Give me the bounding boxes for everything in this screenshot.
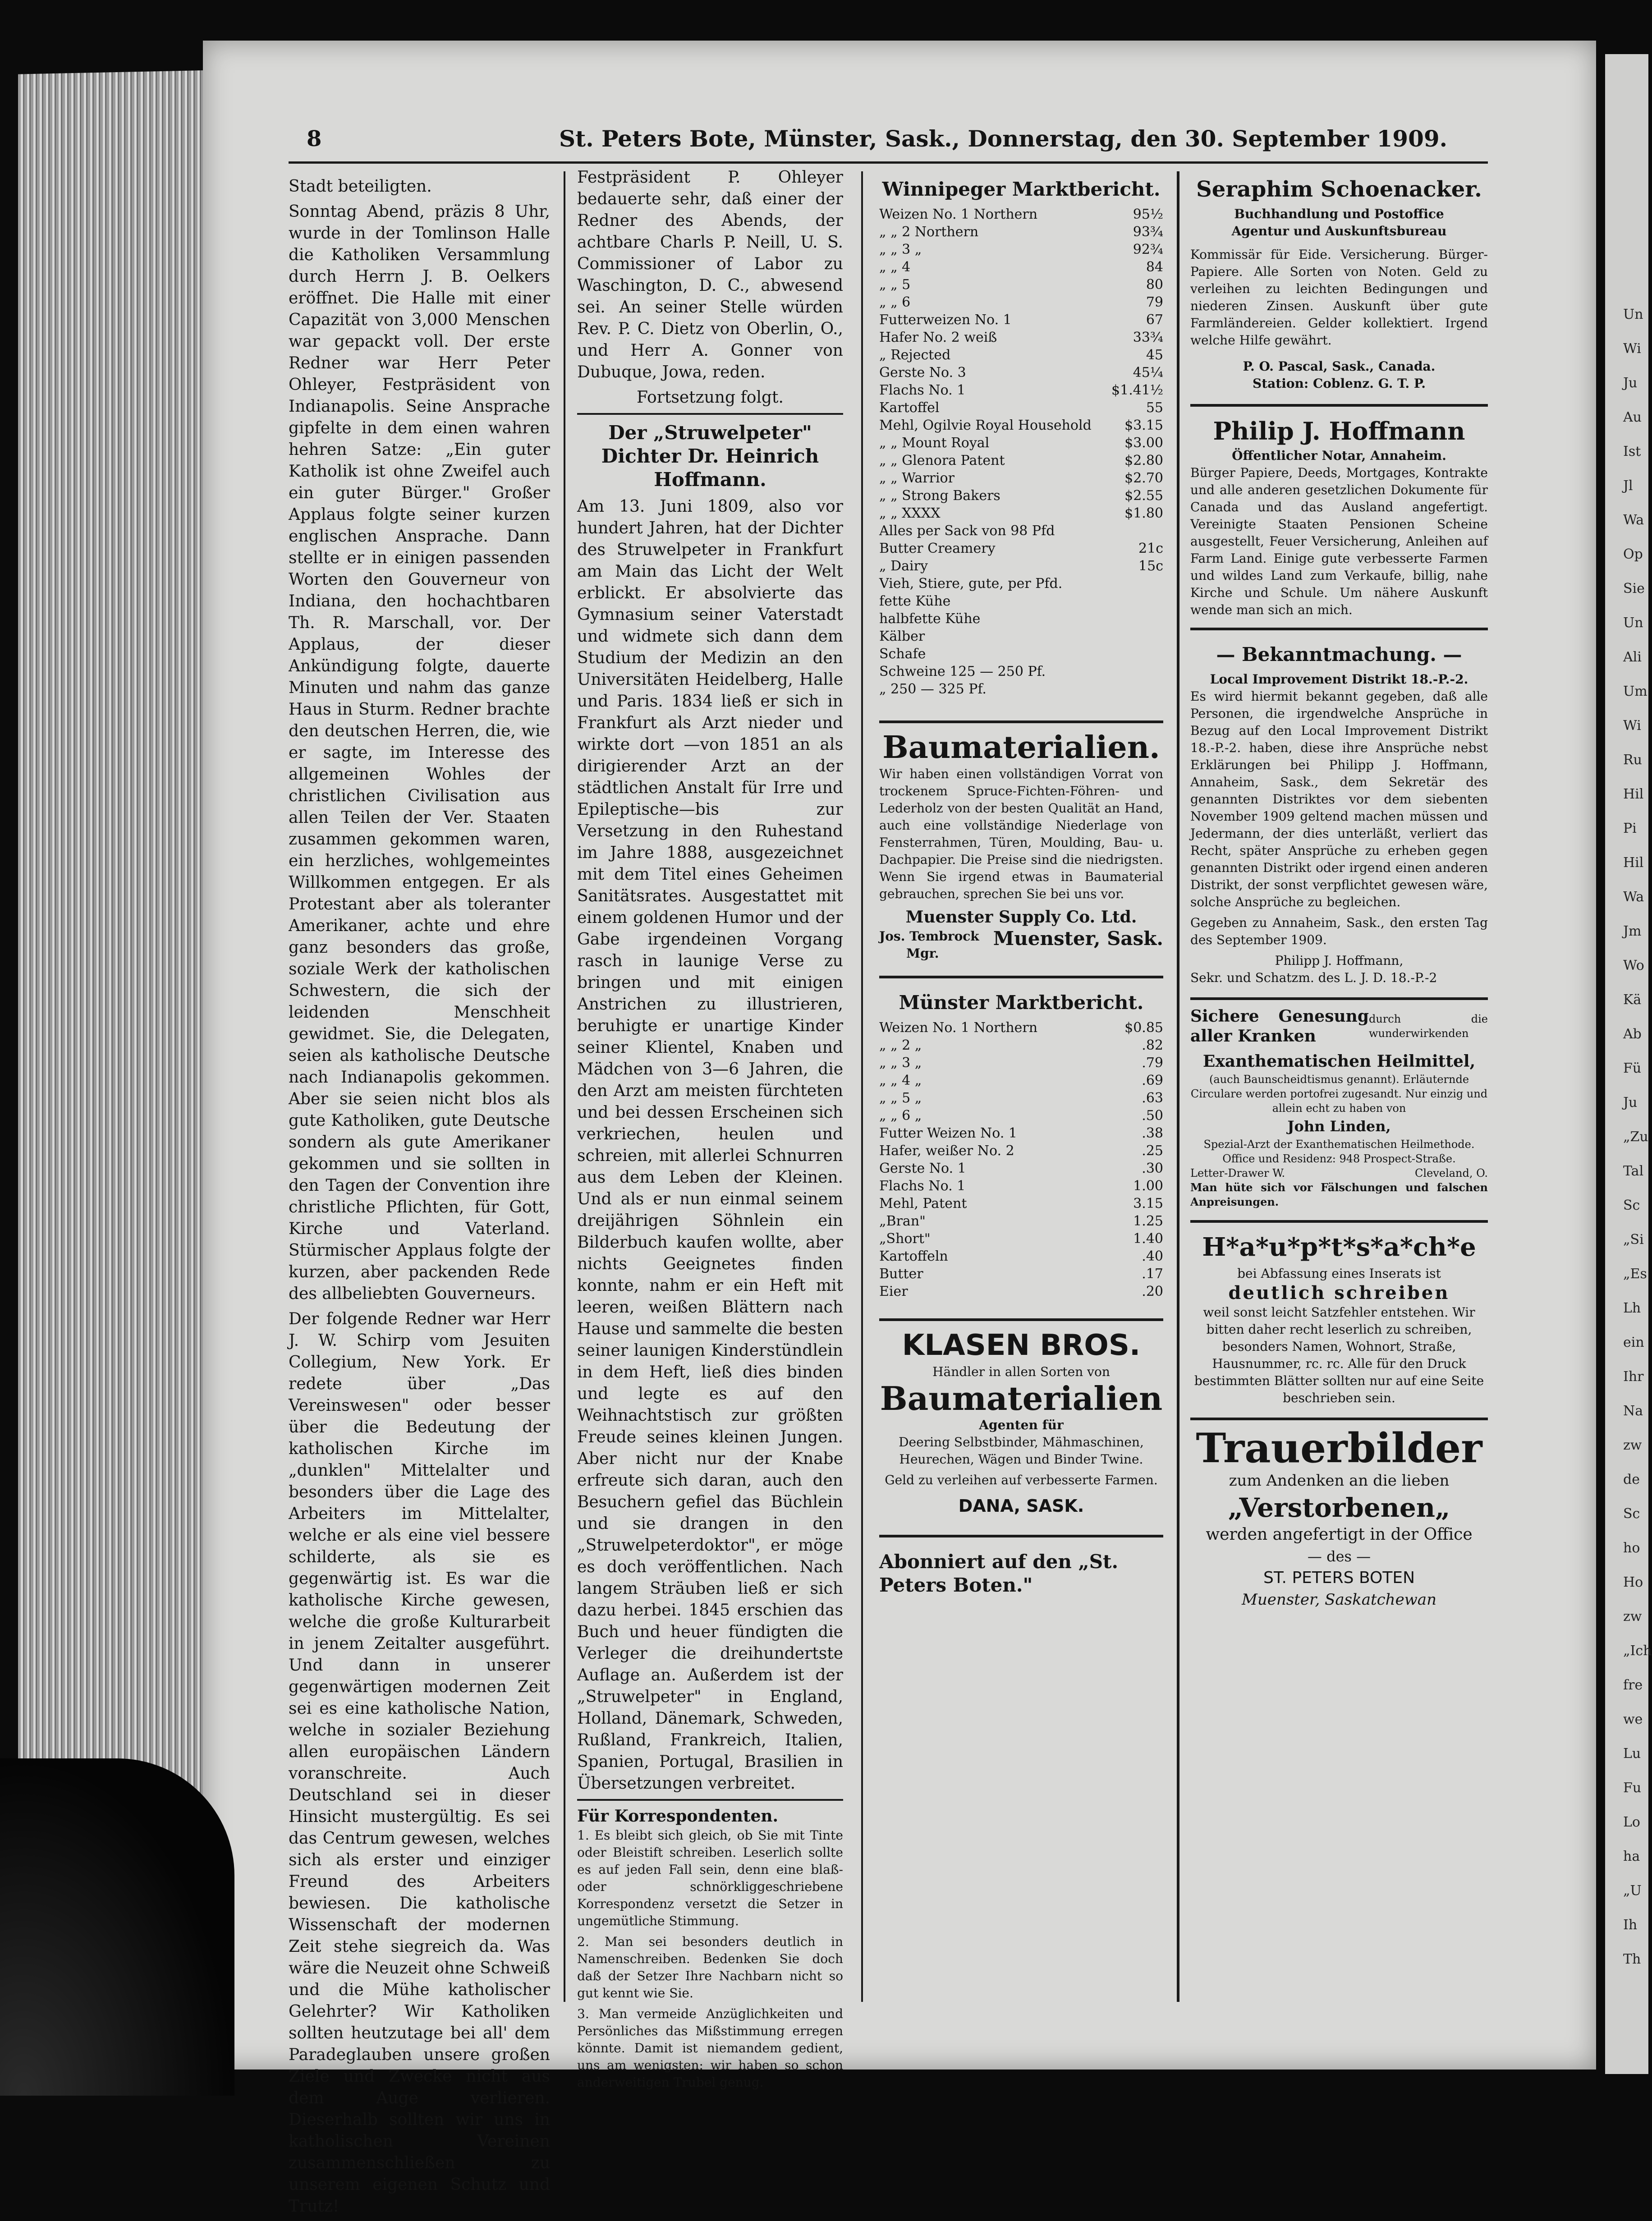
adjacent-text-fragment: zw xyxy=(1623,1437,1642,1453)
market-item: „ „ 4 xyxy=(879,259,911,275)
market-row xyxy=(879,522,1163,540)
market-row xyxy=(879,505,1163,522)
genesung-ad xyxy=(1190,997,1488,1209)
adjacent-text-fragment: Hil xyxy=(1623,786,1644,802)
adjacent-text-fragment: zw xyxy=(1623,1609,1642,1624)
adjacent-text-fragment: Fü xyxy=(1623,1060,1642,1076)
column-4 xyxy=(1190,171,1488,1611)
market-price: 67 xyxy=(1146,312,1163,328)
trauer-3: werden angefertigt in der Office xyxy=(1206,1525,1473,1544)
market-price: .38 xyxy=(1142,1125,1163,1141)
market-item: „ „ 6 xyxy=(879,294,911,310)
klasen-agent: Agenten für xyxy=(979,1418,1064,1432)
market-row xyxy=(879,1177,1163,1195)
winnipeg-title: Winnipeger Marktbericht. xyxy=(882,178,1161,200)
column-rule xyxy=(861,171,863,2002)
corr-title: Für Korrespondenten. xyxy=(577,1807,779,1826)
market-row xyxy=(879,364,1163,381)
bek-title: — Bekanntmachung. — xyxy=(1216,643,1462,665)
bek-sign: Philipp J. Hoffmann, xyxy=(1275,953,1404,968)
manager-title: Mgr. xyxy=(906,946,939,961)
market-item: „ „ Strong Bakers xyxy=(879,488,1000,504)
hauptsache-ad xyxy=(1190,1220,1488,1407)
market-item: Futter Weizen No. 1 xyxy=(879,1125,1017,1141)
market-item: Mehl, Ogilvie Royal Household xyxy=(879,418,1092,433)
market-item: Weizen No. 1 Northern xyxy=(879,1020,1038,1036)
adjacent-text-fragment: Ho xyxy=(1623,1574,1643,1590)
market-item: Flachs No. 1 xyxy=(879,1178,966,1194)
adjacent-text-fragment: Fu xyxy=(1623,1780,1642,1796)
adjacent-text-fragment: Op xyxy=(1623,546,1643,562)
market-item: „Short" xyxy=(879,1231,931,1247)
column-rule xyxy=(564,171,565,2002)
adjacent-text-fragment: Ju xyxy=(1623,375,1638,391)
gen-small: (auch Baunscheidtismus genannt). Erläuternde Circulare werden portofrei zugesandt. Nur einzig und allein echt zu haben von xyxy=(1190,1073,1488,1115)
market-row xyxy=(879,1230,1163,1248)
adjacent-text-fragment: Au xyxy=(1623,409,1642,425)
adjacent-text-fragment: „Si xyxy=(1623,1232,1644,1248)
market-item: „ „ 3 „ xyxy=(879,242,922,257)
market-item: „ 250 — 325 Pf. xyxy=(879,681,987,697)
newspaper-page xyxy=(203,41,1596,2216)
market-item: Hafer No. 2 weiß xyxy=(879,330,997,345)
bek-date: Gegeben zu Annaheim, Sask., den ersten Tag des September 1909. xyxy=(1190,915,1488,947)
market-item: „ „ 5 xyxy=(879,277,911,293)
manager-name: Jos. Tembrock xyxy=(879,929,979,944)
trauerbilder-ad xyxy=(1190,1418,1488,1611)
muenster-title: Münster Marktbericht. xyxy=(899,991,1144,1014)
market-price: .20 xyxy=(1142,1284,1163,1299)
market-price: .17 xyxy=(1142,1266,1163,1282)
market-item: Kälber xyxy=(879,629,925,644)
market-item: Schafe xyxy=(879,646,926,662)
market-item: Futterweizen No. 1 xyxy=(879,312,1012,328)
adjacent-text-fragment: Lo xyxy=(1623,1814,1640,1830)
ad-company: Muenster Supply Co. Ltd. xyxy=(905,908,1137,927)
market-item: Gerste No. 3 xyxy=(879,365,966,381)
market-item: „ „ 3 „ xyxy=(879,1055,922,1071)
market-price: 21c xyxy=(1138,541,1163,556)
market-item: Kartoffeln xyxy=(879,1248,948,1264)
adjacent-text-fragment: fre xyxy=(1623,1677,1643,1693)
adjacent-text-fragment: Wo xyxy=(1623,958,1644,973)
market-price: .30 xyxy=(1142,1161,1163,1176)
market-price: 1.25 xyxy=(1133,1213,1163,1229)
column-2 xyxy=(577,167,843,2095)
market-price: $0.85 xyxy=(1124,1020,1163,1036)
adjacent-text-fragment: „Zu xyxy=(1623,1129,1648,1145)
market-row xyxy=(879,1054,1163,1072)
market-row xyxy=(879,487,1163,505)
market-row xyxy=(879,680,1163,698)
market-row xyxy=(879,276,1163,294)
market-item: Vieh, Stiere, gute, per Pfd. xyxy=(879,576,1063,592)
column-rule xyxy=(1177,171,1179,2002)
bek-sub: Local Improvement Distrikt 18.-P.-2. xyxy=(1210,672,1468,687)
subscribe-text: Abonniert auf den „St. Peters Boten." xyxy=(879,1551,1119,1596)
ad-manager xyxy=(879,928,979,962)
bek-sign2: Sekr. und Schatzm. des L. J. D. 18.-P.-2 xyxy=(1190,970,1437,985)
hoffmann-ad xyxy=(1190,404,1488,619)
trauer-6: Muenster, Saskatchewan xyxy=(1242,1591,1436,1609)
ad-text: Wir haben einen vollständigen Vorrat von trockenem Spruce-Fichten-Föhren- und Lederholz von der besten Qualität an Hand, auch eine vollständige Niederlage von Fensterrahmen, Türen, Moulding, Bau- u. Dachpapier. Die Preise sind die niedrigsten. Wenn Sie irgend etwas in Baumaterial gebrauchen, sprechen Sie bei uns vor. xyxy=(879,766,1163,901)
paragraph: Sonntag Abend, präzis 8 Uhr, wurde in der Tomlinson Halle die Katholiken Versammlung durch Herrn J. B. Oelkers eröffnet. Die Halle mit einer Capazität von 3,000 Menschen war gepackt voll. Der erste Redner war Herr Peter Ohleyer, Festpräsident von Indianapolis. Seine Ansprache gipfelte in dem einen wahren hehren Satze: „Ein guter Katholik ist ohne Zweifel auch ein guter Bürger." Großer Applaus folgte seiner kurzen englischen Ansprache. Dann stellte er in einigen passenden Worten den Gouverneur von Indiana, den hochachtbaren Th. R. Marschall, vor. Der Applaus, der dieser Ankündigung folgte, dauerte Minuten und nahm das ganze Haus in Sturm. Redner brachte den deutschen Herren, die, wie er sagte, im Interesse des allgemeinen Wohles der christlichen Civilisation aus allen Teilen der Ver. Staaten zusammen gekommen waren, ein herzliches, wohlgemeintes Willkommen entgegen. Er als Protestant aber als toleranter Amerikaner, achte und ehre ganz besonders das große, soziale Werk der katholischen Schwestern, die sich der leidenden Menschheit gewidmet. Sie, die Delegaten, seien als katholische Deutsche nach Indianapolis gekommen. Aber sie seien nicht blos als gute Katholiken, gute Deutsche sondern als gute Amerikaner gekommen und sie sollten in den Tagen der Convention ihre christliche Pflichten, für Gott, Kirche und Vaterland. Stürmischer Applaus folgte der kurzen, aber packenden Rede des allbeliebten Gouverneurs. xyxy=(289,202,550,1303)
market-item: Butter xyxy=(879,1266,923,1282)
market-row xyxy=(879,1160,1163,1177)
market-item: „ Dairy xyxy=(879,558,928,574)
adjacent-text-fragment: ein xyxy=(1623,1335,1644,1350)
market-row xyxy=(879,1195,1163,1212)
market-row xyxy=(879,469,1163,487)
paragraph: Der folgende Redner war Herr J. W. Schirp vom Jesuiten Collegium, New York. Er redete über „Das Vereinswesen" oder besser über die Bedeutung der katholischen Kirche im „dunklen" Mittelalter und besonders über die Lage des Arbeiters im Mittelalter, welche er als eine viel bessere schilderte, als sie es gegenwärtig ist. Es war die katholische Kirche gewesen, welche die große Kulturarbeit in jenem Zeitalter ausgeführt. Und dann in unserer gegenwärtigen modernen Zeit sei es eine katholische Nation, welche in sozialer Beziehung allen europäischen Ländern voranschreite. Auch Deutschland sei in dieser Hinsicht mustergültig. Es sei das Centrum gewesen, welches sich als erster und einziger Freund des Arbeiters bewiesen. Die katholische Wissenschaft der modernen Zeit stehe siegreich da. Was wäre die Neuzeit ohne Schweiß und die Mühe katholischer Gelehrter? Wir Katholiken sollten heutzutage bei all' dem Paradeglauben unsere großen Ziele und Zwecke nicht aus dem Auge verlieren. Dieserhalb sollten wir uns in katholischen Vereinen zusammenschließen zu unserem eigenen Schutz und Trutz! xyxy=(289,1310,550,2216)
corr-item: 3. Man vermeide Anzüglichkeiten und Persönliches das Mißstimmung erregen könnte. Damit ist niemandem gedient, uns am wenigsten: wir haben so schon anderweitigen Trubel genug. xyxy=(577,2006,843,2090)
market-price: 95½ xyxy=(1133,206,1163,222)
seraphim-name: Seraphim Schoenacker. xyxy=(1196,177,1482,202)
adjacent-text-fragment: Ali xyxy=(1623,649,1642,665)
seraphim-text: Kommissär für Eide. Versicherung. Bürger-Papiere. Alle Sorten von Noten. Geld zu verleihen zu leichten Bedingungen und niederen Zinsen. Auskunft über gute Farmländereien. Gelder kollektiert. Irgend welche Hilfe gewährt. xyxy=(1190,247,1488,348)
ad-place: Muenster, Sask. xyxy=(993,927,1163,950)
market-price: 80 xyxy=(1146,277,1163,293)
masthead-title: St. Peters Bote, Münster, Sask., Donnerstag, den 30. September 1909. xyxy=(559,125,1448,152)
adjacent-text-fragment: Ju xyxy=(1623,1095,1638,1110)
market-item: „ „ 2 „ xyxy=(879,1037,922,1053)
market-row xyxy=(879,346,1163,364)
market-row xyxy=(879,1283,1163,1300)
market-row xyxy=(879,381,1163,399)
market-row xyxy=(879,434,1163,452)
adjacent-text-fragment: „Es xyxy=(1623,1266,1647,1282)
market-row xyxy=(879,575,1163,592)
muenster-market xyxy=(879,976,1163,1300)
trauer-1: zum Andenken an die lieben xyxy=(1229,1472,1450,1490)
adjacent-text-fragment: Un xyxy=(1623,615,1643,631)
market-price: $3.00 xyxy=(1124,435,1163,451)
bek-text: Es wird hiermit bekannt gegeben, daß alle Personen, die irgendwelche Ansprüche in Bezug auf den Local Improvement Distrikt 18.-P.-2. haben, diese ihre Ansprüche nebst Erklärungen bei Philipp J. Hoffmann, Annaheim, Sask., dem Sekretär des genannten Distriktes vor dem siebenten November 1909 geltend machen müssen und Jedermann, der dies unterläßt, verliert das Recht, später Ansprüche zu erheben gegen genannten Distrikt oder irgend einen anderen Distrikt, der sonst verpflichtet gewesen wäre, solche Ansprüche zu begleichen. xyxy=(1190,689,1488,909)
adjacent-text-fragment: Wa xyxy=(1623,889,1644,905)
column-1 xyxy=(289,176,550,2221)
market-item: „ „ XXXX xyxy=(879,505,941,521)
market-price: 45 xyxy=(1146,347,1163,363)
market-row xyxy=(879,311,1163,329)
market-row xyxy=(879,241,1163,258)
market-item: Schweine 125 — 250 Pf. xyxy=(879,664,1046,679)
haupt-text1: bei Abfassung eines Inserats ist xyxy=(1237,1266,1441,1281)
market-row xyxy=(879,610,1163,628)
market-row xyxy=(879,452,1163,469)
adjacent-text-fragment: Ihr xyxy=(1623,1369,1644,1385)
market-row xyxy=(879,1072,1163,1089)
gen-name: John Linden, xyxy=(1287,1118,1391,1135)
market-item: Eier xyxy=(879,1284,908,1299)
adjacent-text-fragment: we xyxy=(1623,1712,1643,1727)
market-row xyxy=(879,206,1163,223)
adjacent-text-fragment: Un xyxy=(1623,307,1643,322)
adjacent-text-fragment: de xyxy=(1623,1472,1640,1487)
adjacent-text-fragment: „U xyxy=(1623,1883,1642,1899)
adjacent-text-fragment: Jl xyxy=(1623,478,1633,494)
gen-side: durch die wunderwirkenden xyxy=(1369,1013,1488,1040)
market-item: halbfette Kühe xyxy=(879,611,981,627)
trauer-5: ST. PETERS BOTEN xyxy=(1263,1569,1415,1587)
market-row xyxy=(879,294,1163,311)
trauer-4: — des — xyxy=(1307,1548,1371,1565)
haupt-title: H*a*u*p*t*s*a*ch*e xyxy=(1202,1232,1476,1262)
market-price: $2.55 xyxy=(1124,488,1163,504)
market-item: Gerste No. 1 xyxy=(879,1161,966,1176)
market-item: fette Kühe xyxy=(879,593,951,609)
klasen-loan: Geld zu verleihen auf verbesserte Farmen. xyxy=(885,1473,1158,1487)
market-row xyxy=(879,417,1163,434)
market-price: .50 xyxy=(1142,1108,1163,1124)
market-row xyxy=(879,1248,1163,1265)
page-header xyxy=(307,122,1448,158)
seraphim-sub2: Agentur und Auskunftsbureau xyxy=(1231,224,1447,239)
bekanntmachung xyxy=(1190,628,1488,987)
adjacent-text-fragment: Sc xyxy=(1623,1506,1640,1522)
adjacent-text-fragment: Na xyxy=(1623,1403,1643,1419)
market-item: „ Rejected xyxy=(879,347,951,363)
market-row xyxy=(879,258,1163,276)
muenster-market-list xyxy=(879,1019,1163,1300)
market-row xyxy=(879,1107,1163,1124)
market-price: $3.15 xyxy=(1124,418,1163,433)
trauer-big: Trauerbilder xyxy=(1196,1424,1482,1472)
market-price: .40 xyxy=(1142,1248,1163,1264)
haupt-bold: deutlich schreiben xyxy=(1228,1282,1450,1303)
adjacent-text-fragment: Kä xyxy=(1623,992,1642,1008)
adjacent-text-fragment: Ru xyxy=(1623,752,1642,768)
market-price: .25 xyxy=(1142,1143,1163,1159)
market-price: .63 xyxy=(1142,1090,1163,1106)
market-row xyxy=(879,1142,1163,1160)
market-row xyxy=(879,1037,1163,1054)
adjacent-text-fragment: Wi xyxy=(1623,341,1641,357)
seraphim-sub1: Buchhandlung und Postoffice xyxy=(1234,206,1444,221)
adjacent-text-fragment: Um xyxy=(1623,684,1647,699)
market-item: „ „ 5 „ xyxy=(879,1090,922,1106)
market-item: „ „ Warrior xyxy=(879,470,954,486)
haupt-text2: weil sonst leicht Satzfehler entstehen. Wir bitten daher recht leserlich zu schreiben, besonders Namen, Wohnort, Straße, Hausnummer, rc. rc. Alle für den Druck bestimmten Blätter sollten nur auf eine Seite beschrieben sein. xyxy=(1194,1305,1484,1405)
market-item: Mehl, Patent xyxy=(879,1196,967,1211)
market-item: „ „ 4 „ xyxy=(879,1073,922,1088)
gen-big: Exanthematischen Heilmittel, xyxy=(1202,1052,1476,1071)
market-row xyxy=(879,1212,1163,1230)
ad-title: Baumaterialien. xyxy=(882,730,1160,766)
market-price: 84 xyxy=(1146,259,1163,275)
market-item: „ „ Glenora Patent xyxy=(879,453,1005,468)
market-price: 79 xyxy=(1146,294,1163,310)
adjacent-text-fragment: Ab xyxy=(1623,1026,1642,1042)
seraphim-addr1: P. O. Pascal, Sask., Canada. xyxy=(1243,359,1436,374)
gen-letter: Letter-Drawer W. xyxy=(1190,1167,1285,1179)
market-row xyxy=(879,540,1163,557)
market-price: .69 xyxy=(1142,1073,1163,1088)
market-price: 55 xyxy=(1146,400,1163,416)
section-rule xyxy=(577,1799,843,1801)
market-row xyxy=(879,1124,1163,1142)
klasen-big: Baumaterialien xyxy=(880,1379,1163,1418)
corr-item: 2. Man sei besonders deutlich in Namenschreiben. Bedenken Sie doch daß der Setzer Ihre Nachbarn nicht so gut kennt wie Sie. xyxy=(577,1934,843,2001)
column-3 xyxy=(879,171,1163,1602)
baumaterialien-ad xyxy=(879,720,1163,962)
market-row xyxy=(879,663,1163,680)
market-price: $1.41½ xyxy=(1111,382,1163,398)
winnipeg-market-list xyxy=(879,206,1163,698)
adjacent-text-fragment: Ist xyxy=(1623,444,1641,459)
market-price: $2.80 xyxy=(1124,453,1163,468)
market-item: Alles per Sack von 98 Pfd xyxy=(879,523,1055,539)
trauer-2: „Verstorbenen„ xyxy=(1228,1492,1450,1523)
adjacent-text-fragment: Lh xyxy=(1623,1300,1641,1316)
market-row xyxy=(879,223,1163,241)
subscribe-ad xyxy=(879,1535,1163,1597)
market-row xyxy=(879,557,1163,575)
paragraph: Festpräsident P. Ohleyer bedauerte sehr, daß einer der Redner des Abends, der achtbare Charls P. Neill, U. S. Commissioner of Labor zu Waschington, D. C., abwesend sei. An seiner Stelle würden Rev. P. C. Dietz von Oberlin, O., und Herr A. Gonner von Dubuque, Jowa, reden. xyxy=(577,168,843,381)
gen-warn: Man hüte sich vor Fälschungen und falschen Anpreisungen. xyxy=(1190,1181,1488,1208)
market-price: 33¾ xyxy=(1133,330,1163,345)
continued-note: Fortsetzung folgt. xyxy=(637,388,784,407)
market-price: 93¾ xyxy=(1133,224,1163,240)
market-row xyxy=(879,329,1163,346)
market-row xyxy=(879,399,1163,417)
market-item: „ „ 6 „ xyxy=(879,1108,922,1124)
page-number: 8 xyxy=(307,126,322,151)
market-item: „ „ Mount Royal xyxy=(879,435,990,451)
adjacent-text-fragment: Hil xyxy=(1623,855,1644,871)
market-item: Weizen No. 1 Northern xyxy=(879,206,1038,222)
adjacent-text-fragment: Tal xyxy=(1623,1163,1644,1179)
market-price: 1.00 xyxy=(1133,1178,1163,1194)
paragraph: Stadt beteiligten. xyxy=(289,177,432,196)
gen-city: Cleveland, O. xyxy=(1415,1167,1488,1179)
market-item: Kartoffel xyxy=(879,400,940,416)
market-item: Butter Creamery xyxy=(879,541,996,556)
hoffmann-name: Philip J. Hoffmann xyxy=(1213,417,1465,445)
klasen-text: Deering Selbstbinder, Mähmaschinen, Heurechen, Wägen und Binder Twine. xyxy=(899,1435,1144,1467)
market-price: 45¼ xyxy=(1133,365,1163,381)
header-rule xyxy=(289,161,1488,164)
market-item: „ „ 2 Northern xyxy=(879,224,979,240)
market-row xyxy=(879,645,1163,663)
market-price: 15c xyxy=(1138,558,1163,574)
adjacent-text-fragment: Lu xyxy=(1623,1746,1641,1762)
market-row xyxy=(879,592,1163,610)
gen-title: Sichere Genesung aller Kranken xyxy=(1190,1007,1369,1046)
corr-item: 1. Es bleibt sich gleich, ob Sie mit Tinte oder Bleistift schreiben. Leserlich sollte es auf jeden Fall sein, denn eine blaß- oder schnörkliggeschriebene Korrespondenz versetzt die Setzer in ungemütliche Stimmung. xyxy=(577,1828,843,1928)
hoffmann-text: Bürger Papiere, Deeds, Mortgages, Kontrakte und alle anderen gesetzlichen Dokumente für Canada und das Ausland angefertigt. Vereinigte Staaten Pensionen Scheine ausgestellt, Feuer Versicherung, Anleihen auf Farm Land. Einige gute verbesserte Farmen und wildes Land zum Verkaufe, billig, nahe Kirche und Schule. Um nähere Auskunft wende man sich an mich. xyxy=(1190,465,1488,617)
market-price: .82 xyxy=(1142,1037,1163,1053)
market-item: Flachs No. 1 xyxy=(879,382,966,398)
market-price: 1.40 xyxy=(1133,1231,1163,1247)
gen-addr: Spezial-Arzt der Exanthematischen Heilmethode. Office und Residenz: 948 Prospect-Straße. xyxy=(1203,1138,1475,1165)
market-item: „Bran" xyxy=(879,1213,926,1229)
market-price: 3.15 xyxy=(1133,1196,1163,1211)
market-item: Hafer, weißer No. 2 xyxy=(879,1143,1014,1159)
article-body: Am 13. Juni 1809, also vor hundert Jahren, hat der Dichter des Struwelpeter in Frankfurt am Main das Licht der Welt erblickt. Er absolvierte das Gymnasium seiner Vaterstadt und widmete sich dann dem Studium der Medizin an den Universitäten Heidelberg, Halle und Paris. 1834 ließ er sich in Frankfurt als Arzt nieder und wirkte dort —von 1851 an als dirigierender Arzt an der städtlichen Anstalt für Irre und Epileptische—bis zur Versetzung in den Ruhestand im Jahre 1888, ausgezeichnet mit dem Titel eines Geheimen Sanitätsrates. Ausgestattet mit einem goldenen Humor und der Gabe irgendeinen Vorgang rasch in launige Verse zu bringen und mit einigen Anstrichen zu illustrieren, beruhigte er unartige Kinder seiner Klientel, Knaben und Mädchen von 3—6 Jahren, die den Arzt am meisten fürchteten und bei dessen Erscheinen sich verkriechen, heulen und schreien, mit allerlei Schnurren aus dem Leben der Kleinen. Und als er nun einmal seinem dreijährigen Söhnlein ein Bilderbuch kaufen wollte, aber nichts Geeignetes finden konnte, nahm er ein Heft mit leeren, weißen Blättern nach Hause und sammelte die besten seiner launigen Kinderstündlein in dem Heft, ließ dies binden und legte es auf den Weihnachtstisch zur größten Freude seines kleinen Jungen. Aber nicht nur der Knabe erfreute sich daran, auch den Besuchern gefiel das Büchlein und sie drangen in den „Struwelpeterdoktor", er möge es doch veröffentlichen. Nach langem Sträuben ließ er sich dazu herbei. 1845 erschien das Buch und heuer fündigten die Verleger die dreihundertste Auflage an. Außerdem ist der „Struwelpeter" in England, Holland, Dänemark, Schweden, Rußland, Frankreich, Italien, Spanien, Portugal, Brasilien in Übersetzungen verbreitet. xyxy=(577,497,843,1793)
adjacent-text-fragment: Pi xyxy=(1623,821,1637,836)
market-price: $1.80 xyxy=(1124,505,1163,521)
adjacent-text-fragment: „Ich xyxy=(1623,1643,1652,1659)
adjacent-text-fragment: ha xyxy=(1623,1849,1640,1864)
adjacent-text-fragment: Sc xyxy=(1623,1198,1640,1213)
klasen-ad xyxy=(879,1318,1163,1517)
hoffmann-sub: Öffentlicher Notar, Annaheim. xyxy=(1232,448,1446,463)
thumb-shadow xyxy=(0,1758,234,2096)
klasen-sub: Händler in allen Sorten von xyxy=(932,1364,1110,1379)
section-rule xyxy=(577,413,843,415)
article-title: Der „Struwelpeter" Dichter Dr. Heinrich Hoffmann. xyxy=(601,422,819,491)
adjacent-text-fragment: Sie xyxy=(1623,581,1645,597)
seraphim-addr2: Station: Coblenz. G. T. P. xyxy=(1252,376,1426,391)
adjacent-text-fragment: Wa xyxy=(1623,512,1644,528)
adjacent-text-fragment: ho xyxy=(1623,1540,1640,1556)
market-price: 92¾ xyxy=(1133,242,1163,257)
adjacent-text-fragment: Wi xyxy=(1623,718,1641,734)
adjacent-text-fragment: Ih xyxy=(1623,1917,1638,1933)
klasen-place: DANA, SASK. xyxy=(958,1496,1084,1516)
market-row xyxy=(879,628,1163,645)
market-row xyxy=(879,1089,1163,1107)
adjacent-text-fragment: Jm xyxy=(1623,923,1642,939)
adjacent-text-fragment: Th xyxy=(1623,1951,1641,1967)
market-price: .79 xyxy=(1142,1055,1163,1071)
klasen-name: KLASEN BROS. xyxy=(902,1329,1141,1362)
market-row xyxy=(879,1019,1163,1037)
market-row xyxy=(879,1265,1163,1283)
market-price: $2.70 xyxy=(1124,470,1163,486)
